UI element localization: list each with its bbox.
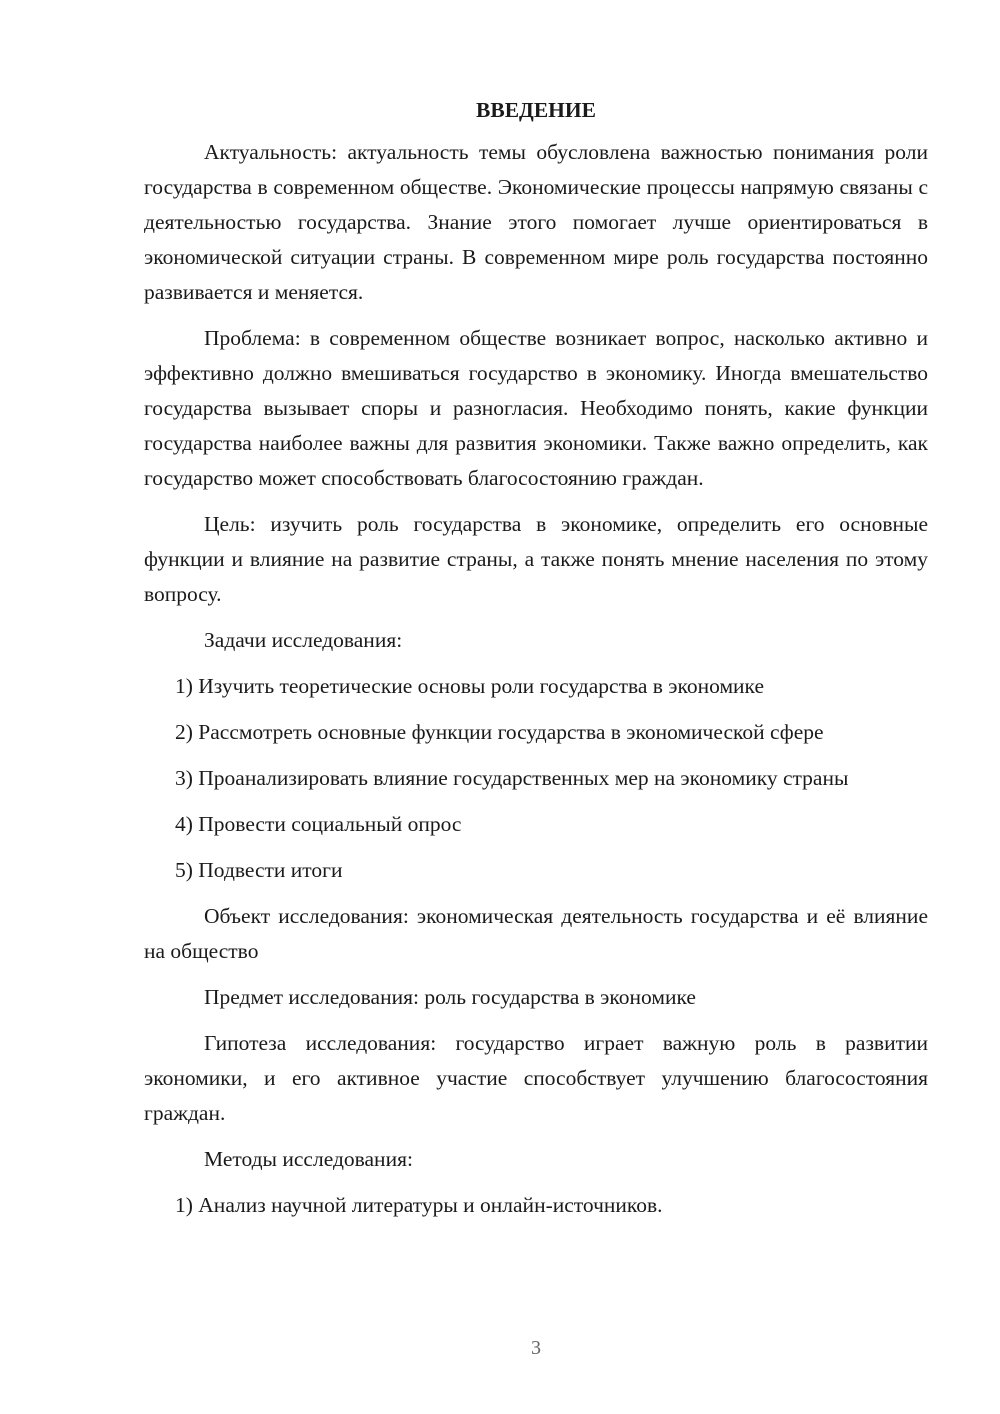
page-number: 3 xyxy=(531,1337,541,1359)
subject-paragraph: Предмет исследования: роль государства в экономике xyxy=(204,985,696,1009)
methods-heading: Методы исследования: xyxy=(204,1147,413,1171)
task-item-2: 2) Рассмотреть основные функции государства в экономической сфере xyxy=(175,720,824,744)
method-item-1: 1) Анализ научной литературы и онлайн-источников. xyxy=(175,1193,663,1217)
problem-paragraph: Проблема: в современном обществе возникает вопрос, насколько активно и эффективно должно вмешиваться государство в экономику. Иногда вмешательство государства вызывает споры и разногласия. Необходимо понять, какие функции государства наиболее важны для развития экономики. Также важно определить, как государство может способствовать благосостоянию граждан. xyxy=(144,326,928,490)
object-paragraph: Объект исследования: экономическая деятельность государства и её влияние на общество xyxy=(144,904,928,963)
task-item-1: 1) Изучить теоретические основы роли государства в экономике xyxy=(175,674,765,698)
tasks-heading: Задачи исследования: xyxy=(204,628,403,652)
hypothesis-paragraph: Гипотеза исследования: государство играет важную роль в развитии экономики, и его активное участие способствует улучшению благосостояния граждан. xyxy=(144,1031,928,1125)
relevance-paragraph: Актуальность: актуальность темы обусловлена важностью понимания роли государства в современном обществе. Экономические процессы напрямую связаны с деятельностью государства. Знание этого помогает лучше ориентироваться в экономической ситуации страны. В современном мире роль государства постоянно развивается и меняется. xyxy=(144,140,928,304)
task-item-5: 5) Подвести итоги xyxy=(175,858,343,882)
goal-paragraph: Цель: изучить роль государства в экономике, определить его основные функции и влияние на развитие страны, а также понять мнение населения по этому вопросу. xyxy=(144,512,928,606)
task-item-4: 4) Провести социальный опрос xyxy=(175,812,462,836)
document-body xyxy=(144,93,928,1234)
page-title: ВВЕДЕНИЕ xyxy=(476,98,596,122)
task-item-3: 3) Проанализировать влияние государственных мер на экономику страны xyxy=(175,766,849,790)
